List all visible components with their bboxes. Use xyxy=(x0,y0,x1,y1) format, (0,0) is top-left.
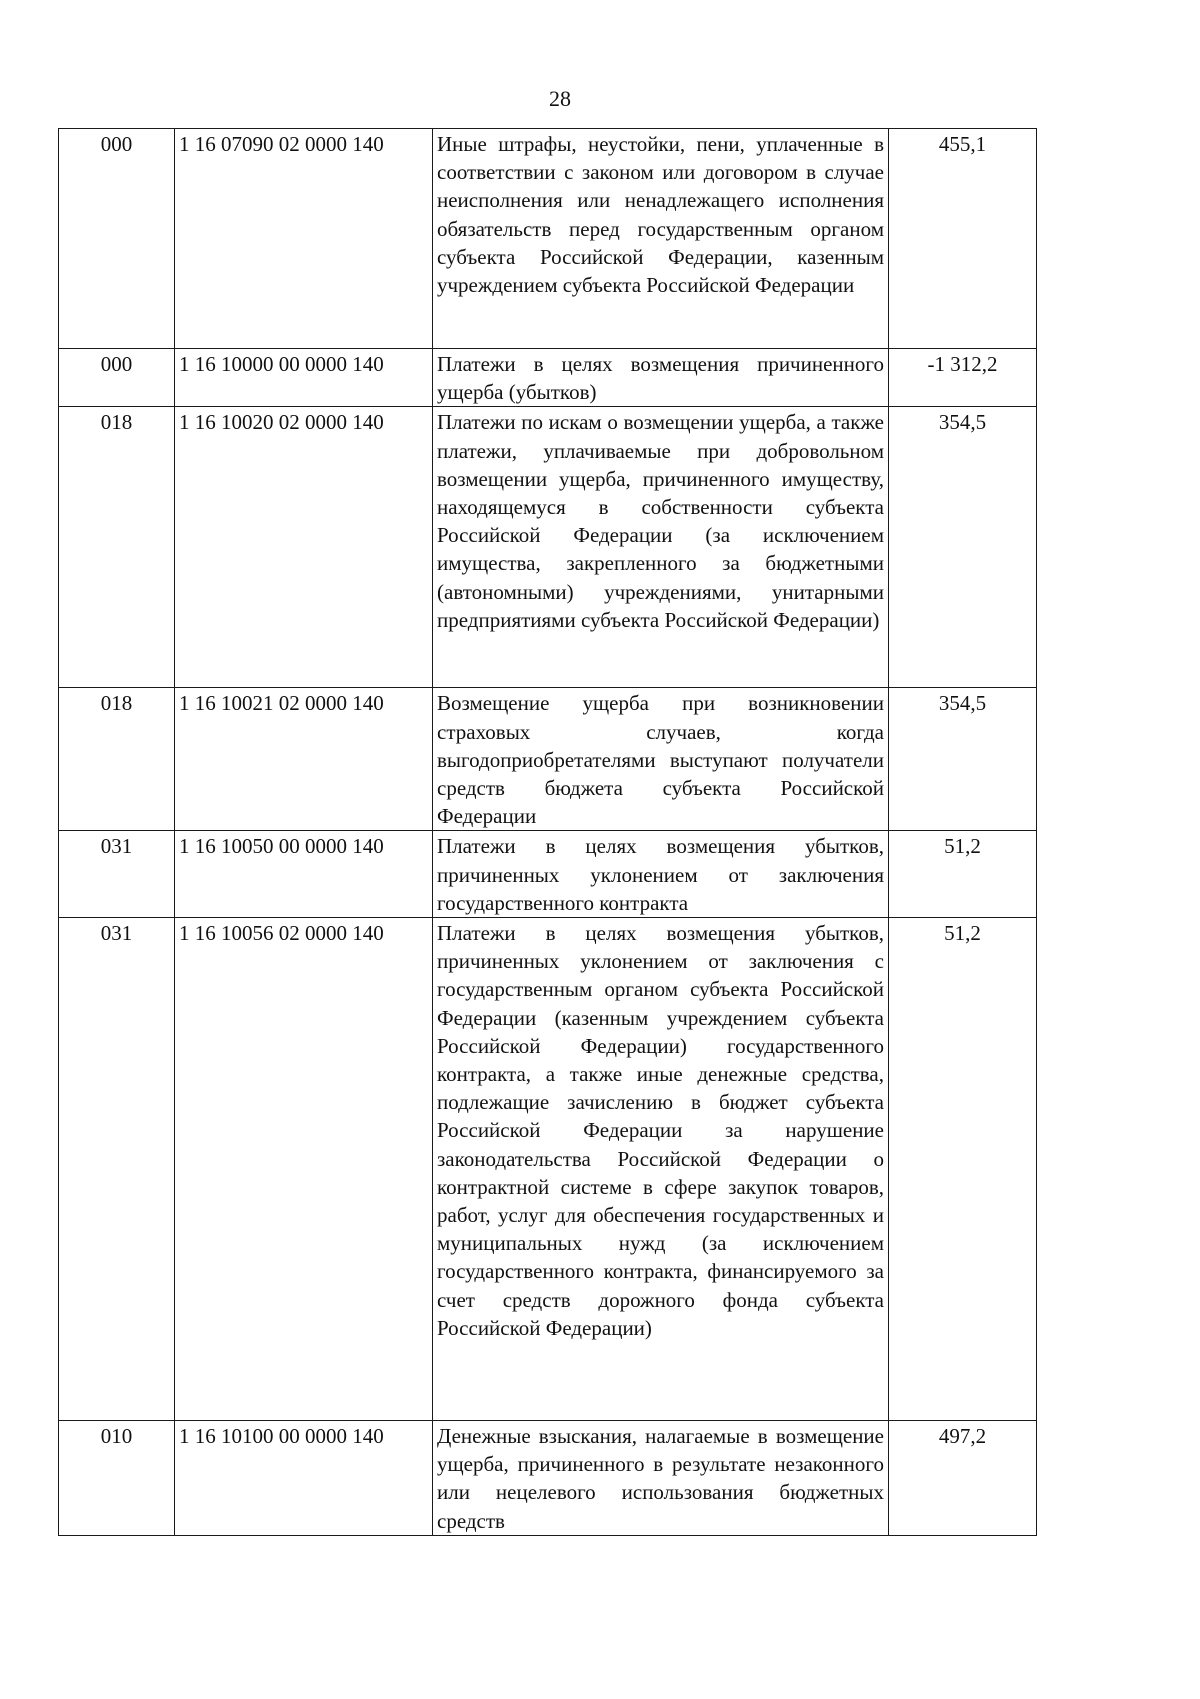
table-row xyxy=(59,1421,1037,1536)
amount-cell: -1 312,2 xyxy=(889,349,1037,407)
admin-code-cell: 031 xyxy=(59,918,175,1421)
amount-cell: 354,5 xyxy=(889,407,1037,688)
revenue-name-cell: Денежные взыскания, налагаемые в возмещение ущерба, причиненного в результате незаконного или нецелевого использования бюджетных средств xyxy=(433,1421,889,1536)
table-row xyxy=(59,129,1037,349)
amount-cell: 51,2 xyxy=(889,918,1037,1421)
revenue-name-cell: Платежи в целях возмещения причиненного ущерба (убытков) xyxy=(433,349,889,407)
classification-code-cell: 1 16 10050 00 0000 140 xyxy=(175,831,433,918)
table-row xyxy=(59,407,1037,688)
table-row xyxy=(59,918,1037,1421)
admin-code-cell: 031 xyxy=(59,831,175,918)
classification-code-cell: 1 16 10020 02 0000 140 xyxy=(175,407,433,688)
admin-code-cell: 010 xyxy=(59,1421,175,1536)
amount-cell: 354,5 xyxy=(889,688,1037,831)
amount-cell: 51,2 xyxy=(889,831,1037,918)
revenue-name-cell: Платежи по искам о возмещении ущерба, а также платежи, уплачиваемые при добровольном возмещении ущерба, причиненного имуществу, находящемуся в собственности субъекта Российской Федерации (за исключением имущества, закрепленного за бюджетными (автономными) учреждениями, унитарными предприятиями субъекта Российской Федерации) xyxy=(433,407,889,688)
classification-code-cell: 1 16 10056 02 0000 140 xyxy=(175,918,433,1421)
classification-code-cell: 1 16 10000 00 0000 140 xyxy=(175,349,433,407)
amount-cell: 497,2 xyxy=(889,1421,1037,1536)
table-row xyxy=(59,831,1037,918)
admin-code-cell: 018 xyxy=(59,688,175,831)
revenue-name-cell: Платежи в целях возмещения убытков, причиненных уклонением от заключения с государственным органом субъекта Российской Федерации (казенным учреждением субъекта Российской Федерации) государственного контракта, а также иные денежные средства, подлежащие зачислению в бюджет субъекта Российской Федерации за нарушение законодательства Российской Федерации о контрактной системе в сфере закупок товаров, работ, услуг для обеспечения государственных и муниципальных нужд (за исключением государственного контракта, финансируемого за счет средств дорожного фонда субъекта Российской Федерации) xyxy=(433,918,889,1421)
table-row xyxy=(59,349,1037,407)
table-row xyxy=(59,688,1037,831)
classification-code-cell: 1 16 10021 02 0000 140 xyxy=(175,688,433,831)
admin-code-cell: 018 xyxy=(59,407,175,688)
budget-revenue-table xyxy=(58,128,1037,1536)
page-number: 28 xyxy=(549,86,571,111)
classification-code-cell: 1 16 10100 00 0000 140 xyxy=(175,1421,433,1536)
admin-code-cell: 000 xyxy=(59,129,175,349)
revenue-name-cell: Возмещение ущерба при возникновении страховых случаев, когда выгодоприобретателями выступают получатели средств бюджета субъекта Российской Федерации xyxy=(433,688,889,831)
revenue-name-cell: Платежи в целях возмещения убытков, причиненных уклонением от заключения государственного контракта xyxy=(433,831,889,918)
revenue-name-cell: Иные штрафы, неустойки, пени, уплаченные в соответствии с законом или договором в случае неисполнения или ненадлежащего исполнения обязательств перед государственным органом субъекта Российской Федерации, казенным учреждением субъекта Российской Федерации xyxy=(433,129,889,349)
amount-cell: 455,1 xyxy=(889,129,1037,349)
admin-code-cell: 000 xyxy=(59,349,175,407)
classification-code-cell: 1 16 07090 02 0000 140 xyxy=(175,129,433,349)
